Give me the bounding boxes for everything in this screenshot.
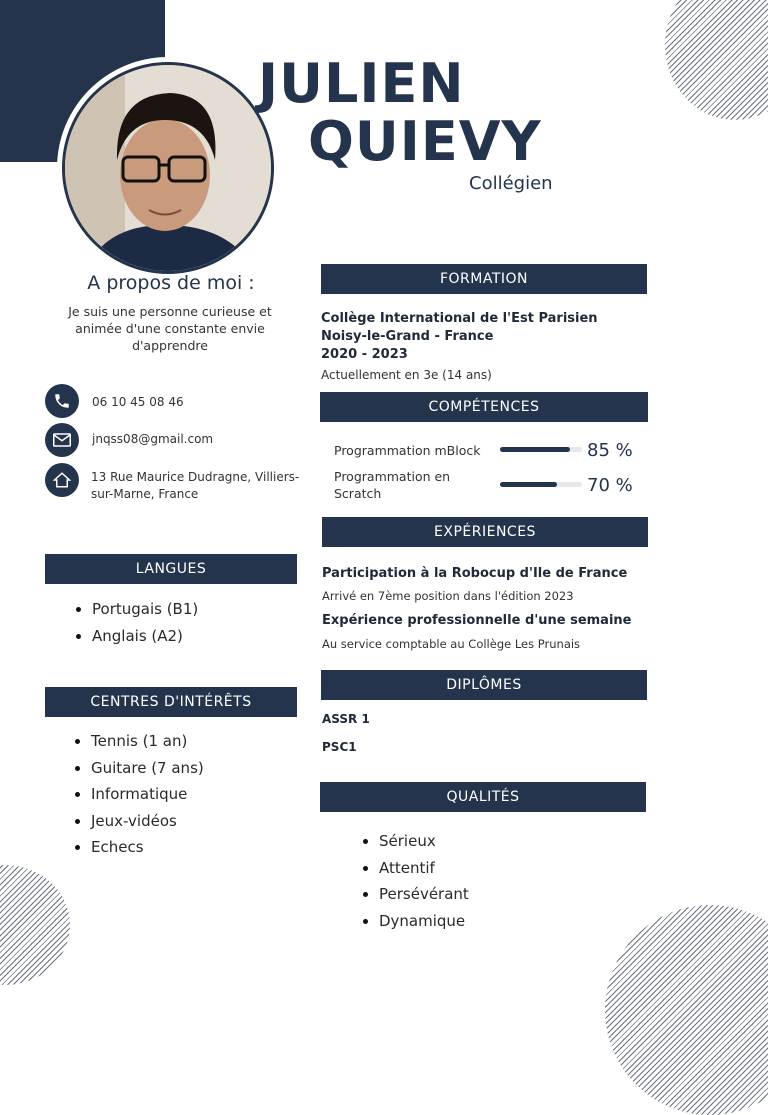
formation-header: FORMATION <box>321 264 647 294</box>
skill-bar <box>500 447 582 452</box>
list-item: Echecs <box>73 837 204 864</box>
phone-icon <box>45 384 79 418</box>
hatched-circle-top-right <box>665 0 768 120</box>
school-name: Collège International de l'Est Parisien <box>321 311 598 326</box>
languages-header: LANGUES <box>45 554 297 584</box>
skill-bar-fill <box>500 447 570 452</box>
list-item: Anglais (A2) <box>74 626 198 653</box>
list-item: Attentif <box>361 858 469 885</box>
about-title: A propos de moi : <box>87 272 255 294</box>
list-item: Tennis (1 an) <box>73 731 204 758</box>
interests-header: CENTRES D'INTÉRÊTS <box>45 687 297 717</box>
qualities-header: QUALITÉS <box>320 782 646 812</box>
qualities-list <box>361 831 469 937</box>
last-name: QUIEVY <box>308 110 542 173</box>
profile-photo <box>62 62 274 274</box>
mail-icon <box>45 423 79 457</box>
phone-text: 06 10 45 08 46 <box>92 395 184 409</box>
school-note: Actuellement en 3e (14 ans) <box>321 368 492 382</box>
interests-list <box>73 731 204 864</box>
list-item: Sérieux <box>361 831 469 858</box>
list-item: Dynamique <box>361 911 469 938</box>
subtitle: Collégien <box>469 173 553 194</box>
list-item: Persévérant <box>361 884 469 911</box>
experience-text: Au service comptable au Collège Les Prunais <box>322 637 581 651</box>
skills-header: COMPÉTENCES <box>320 392 648 422</box>
skill-bar-fill <box>500 482 557 487</box>
skill-bar <box>500 482 582 487</box>
experiences-header: EXPÉRIENCES <box>322 517 648 547</box>
address-text: 13 Rue Maurice Dudragne, Villiers-sur-Marne, France <box>91 470 300 501</box>
experience-title: Participation à la Robocup d'Ile de France <box>322 566 628 581</box>
skill-label: Programmation en Scratch <box>334 469 451 501</box>
skill-percent: 70 % <box>587 475 633 496</box>
skill-percent: 85 % <box>587 440 633 461</box>
list-item: Guitare (7 ans) <box>73 758 204 785</box>
languages-list <box>74 599 198 652</box>
list-item: Jeux-vidéos <box>73 811 204 838</box>
school-location: Noisy-le-Grand - France <box>321 329 494 344</box>
diploma-item: PSC1 <box>322 740 357 754</box>
experience-text: Arrivé en 7ème position dans l'édition 2023 <box>322 589 574 603</box>
list-item: Portugais (B1) <box>74 599 198 626</box>
list-item: Informatique <box>73 784 204 811</box>
about-text: Je suis une personne curieuse et animée d'une constante envie d'apprendre <box>68 304 272 353</box>
hatched-circle-bottom-right <box>605 905 768 1115</box>
diploma-item: ASSR 1 <box>322 712 370 726</box>
diplomas-header: DIPLÔMES <box>321 670 647 700</box>
home-icon <box>45 463 79 497</box>
portrait-illustration <box>65 65 271 271</box>
hatched-circle-bottom-left <box>0 865 70 985</box>
school-years: 2020 - 2023 <box>321 347 408 362</box>
experience-title: Expérience professionnelle d'une semaine <box>322 613 632 628</box>
skill-label: Programmation mBlock <box>334 443 481 458</box>
email-text: jnqss08@gmail.com <box>92 432 214 446</box>
first-name: JULIEN <box>258 52 465 115</box>
